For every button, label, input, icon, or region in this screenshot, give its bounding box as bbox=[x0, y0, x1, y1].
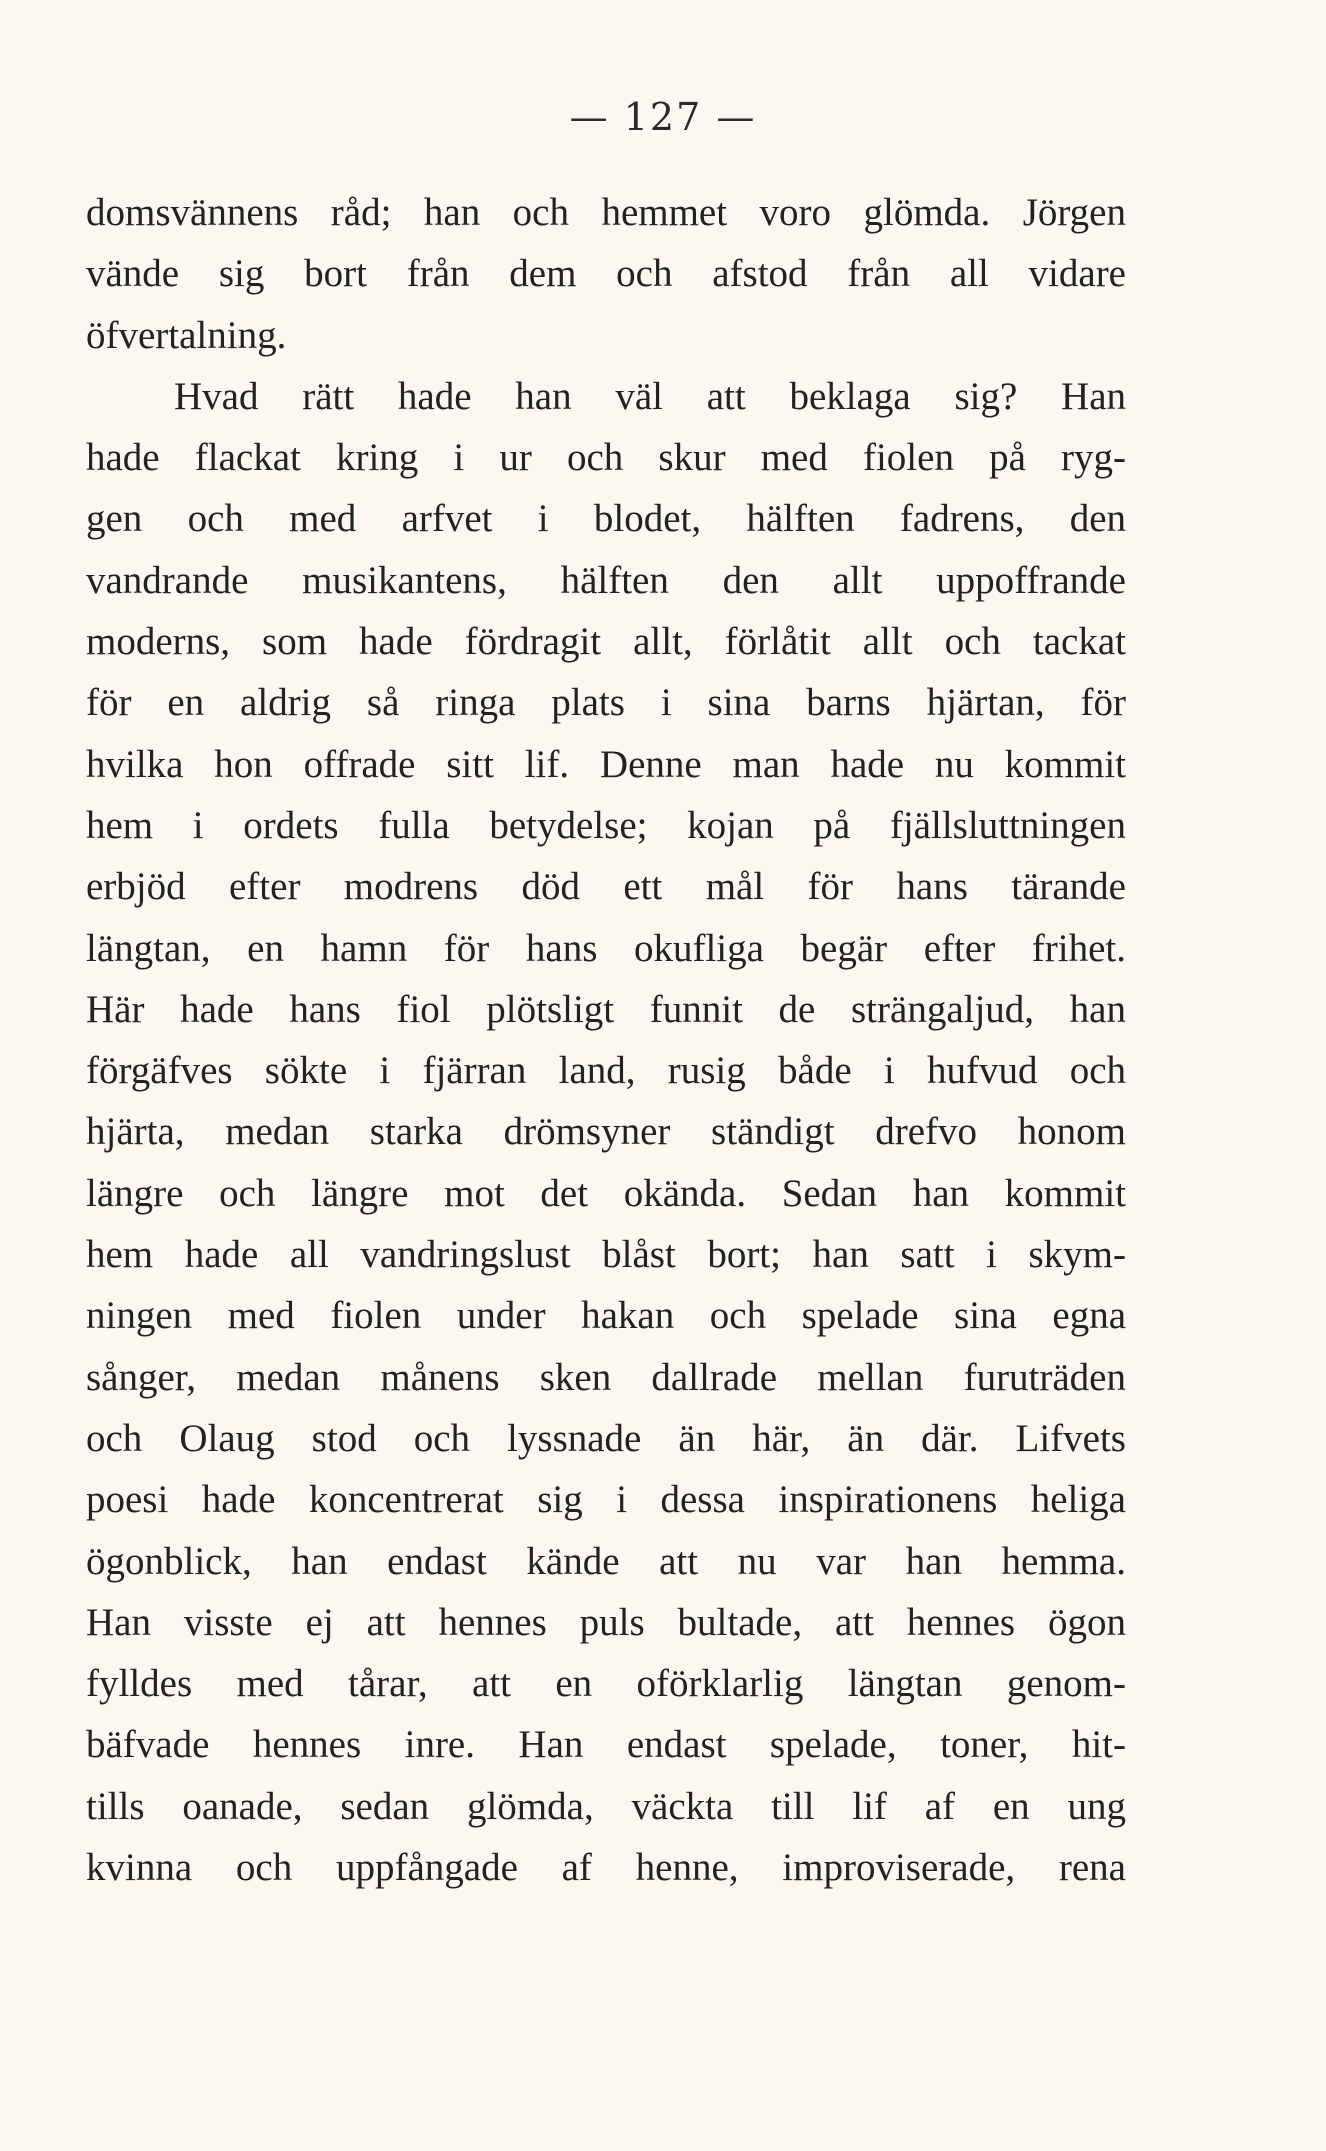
page-number: — 127 — bbox=[569, 95, 757, 139]
text-line: Här hade hans fiol plötsligt funnit de strängaljud, han bbox=[86, 987, 1126, 1031]
text-line: poesi hade koncentrerat sig i dessa inspirationens heliga bbox=[86, 1478, 1126, 1522]
text-line: längtan, en hamn för hans okufliga begär efter frihet. bbox=[86, 926, 1126, 970]
text-line: hem hade all vandringslust blåst bort; han satt i skym- bbox=[86, 1233, 1126, 1277]
text-line: förgäfves sökte i fjärran land, rusig både i hufvud och bbox=[86, 1049, 1126, 1093]
text-line: öfvertalning. bbox=[86, 313, 287, 357]
text-line: gen och med arfvet i blodet, hälften fadrens, den bbox=[86, 497, 1126, 541]
text-line: vände sig bort från dem och afstod från all vidare bbox=[86, 252, 1126, 296]
body-text bbox=[86, 182, 1126, 1898]
text-line: moderns, som hade fördragit allt, förlåtit allt och tackat bbox=[86, 620, 1126, 664]
text-line: för en aldrig så ringa plats i sina barns hjärtan, för bbox=[86, 681, 1126, 725]
text-line: tills oanade, sedan glömda, väckta till lif af en ung bbox=[86, 1784, 1126, 1828]
text-line: hjärta, medan starka drömsyner ständigt drefvo honom bbox=[86, 1110, 1126, 1154]
text-line: Han visste ej att hennes puls bultade, att hennes ögon bbox=[86, 1600, 1126, 1644]
text-line: fylldes med tårar, att en oförklarlig längtan genom- bbox=[86, 1662, 1126, 1706]
text-line: längre och längre mot det okända. Sedan han kommit bbox=[86, 1171, 1126, 1215]
text-line: hem i ordets fulla betydelse; kojan på fjällsluttningen bbox=[86, 803, 1126, 847]
text-line: sånger, medan månens sken dallrade mellan furuträden bbox=[86, 1355, 1126, 1399]
text-line: erbjöd efter modrens död ett mål för hans tärande bbox=[86, 865, 1126, 909]
text-line: domsvännens råd; han och hemmet voro glömda. Jörgen bbox=[86, 191, 1126, 234]
text-line: ningen med fiolen under hakan och spelade sina egna bbox=[86, 1294, 1126, 1338]
text-line: kvinna och uppfångade af henne, improviserade, rena bbox=[86, 1846, 1126, 1890]
text-line: vandrande musikantens, hälften den allt uppoffrande bbox=[86, 558, 1126, 602]
text-line: Hvad rätt hade han väl att beklaga sig? Han bbox=[174, 374, 1126, 418]
text-line: ögonblick, han endast kände att nu var han hemma. bbox=[86, 1539, 1126, 1583]
text-line: bäfvade hennes inre. Han endast spelade, toner, hit- bbox=[86, 1723, 1126, 1767]
text-line: hvilka hon offrade sitt lif. Denne man hade nu kommit bbox=[86, 742, 1126, 786]
text-line: och Olaug stod och lyssnade än här, än där. Lifvets bbox=[86, 1416, 1126, 1460]
text-line: hade flackat kring i ur och skur med fiolen på ryg- bbox=[86, 436, 1126, 480]
